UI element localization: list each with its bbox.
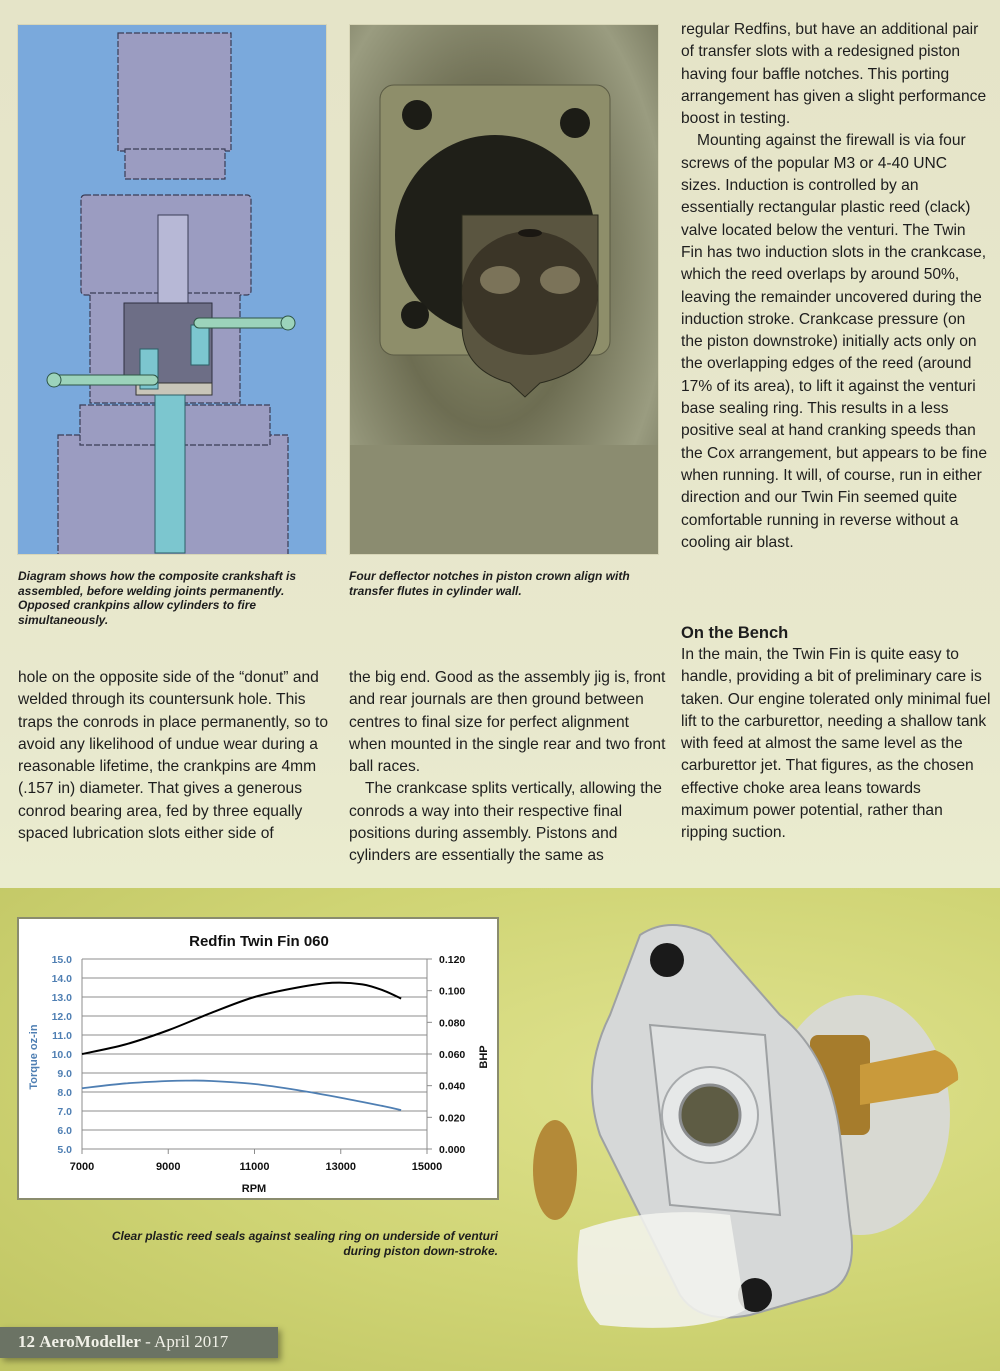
piston-photo-illustration	[350, 25, 658, 554]
series-line-bhp	[82, 983, 401, 1054]
footer-separator: -	[140, 1332, 155, 1351]
diagram-bearing	[158, 215, 188, 305]
reed-valve-photo	[530, 915, 1000, 1345]
crankshaft-diagram	[18, 25, 326, 554]
chart-series	[82, 983, 401, 1110]
diagram-top-block	[118, 33, 231, 151]
y2-tick-label: 0.040	[439, 1080, 466, 1093]
piston-photo	[349, 24, 659, 555]
y-tick-label: 13.0	[51, 992, 72, 1004]
magazine-name: AeroModeller	[39, 1332, 141, 1351]
col1-paragraph-1: hole on the opposite side of the “donut” and welded through its countersunk hole. This traps the conrods in place permanently, so to avoid any likelihood of undue wear during a reasonable lifetime, the crankpins are 4mm (.157 in) diameter. That gives a generous conrod bearing area, fed by three equally spaced lubrication slots either side of	[18, 669, 329, 843]
x-tick-label: 11000	[239, 1161, 270, 1173]
y-tick-label: 9.0	[57, 1068, 72, 1080]
page-number: 12	[18, 1332, 35, 1351]
venturi-bore	[680, 1085, 740, 1145]
chart-svg	[19, 919, 497, 1198]
y-tick-label: 5.0	[57, 1144, 72, 1156]
y-axis-label: Torque oz-in	[28, 1024, 40, 1090]
piston-caption: Four deflector notches in piston crown align with transfer flutes in cylinder wall.	[349, 569, 630, 598]
y-tick-label: 6.0	[57, 1125, 72, 1137]
x-tick-label: 7000	[69, 1161, 95, 1173]
col3-paragraph-2: Mounting against the firewall is via four screws of the popular M3 or 4-40 UNC sizes. Induction is controlled by an essentially rectangular plastic reed (clack) valve located below the venturi. The Twin Fin has two induction slots in the crankcase, which the reed overlaps by around 50%, leaving the remainder uncovered during the induction stroke. Crankcase pressure (on the piston downstroke) initially acts only on the overlapping edges of the reed (around 17% of its area), to lift it against the venturi base sealing ring. This results in a less positive seal at hand cranking speeds than the Cox arrangement, but appears to be fine when running. It will, of course, run in either direction and our Twin Fin seemed quite comfortable running in reverse without a cooling air blast.	[681, 132, 988, 551]
y-tick-label: 10.0	[51, 1049, 72, 1061]
series-line-torque	[82, 1081, 401, 1110]
reed-valve-illustration	[530, 915, 1000, 1345]
on-the-bench-section	[681, 622, 991, 845]
y2-tick-label: 0.000	[439, 1144, 466, 1156]
y-tick-label: 8.0	[57, 1087, 72, 1099]
reed-caption: Clear plastic reed seals against sealing ring on underside of venturi during piston down-stroke.	[111, 1229, 498, 1258]
crankshaft-diagram-figure	[17, 24, 327, 555]
y2-tick-label: 0.100	[439, 985, 466, 998]
y-tick-label: 15.0	[51, 954, 72, 966]
section-paragraph: In the main, the Twin Fin is quite easy to handle, providing a bit of preliminary care is taken. Our engine tolerated only minimal fuel lift to the carburettor, needing a shallow tank with feed at almost the same level as the carburettor jet. That figures, as the chosen effective choke area leans towards maximum power potential, rather than ripping suction.	[681, 646, 991, 842]
performance-chart	[17, 917, 499, 1200]
y-tick-label: 14.0	[51, 973, 72, 985]
section-heading: On the Bench	[681, 624, 789, 642]
y-tick-label: 12.0	[51, 1011, 72, 1023]
col2-paragraph-1: the big end. Good as the assembly jig is, front and rear journals are then ground between centres to final size for perfect alignment when mounted in the single rear and two front ball races.	[349, 669, 666, 776]
y-tick-label: 7.0	[57, 1106, 72, 1118]
issue-date: April 2017	[154, 1332, 229, 1351]
diagram-crankshaft	[155, 395, 185, 553]
article-column-1	[18, 667, 336, 845]
page-footer	[0, 1327, 278, 1358]
article-column-3	[681, 19, 991, 554]
y2-tick-label: 0.020	[439, 1112, 466, 1125]
diagram-conrod-right	[194, 318, 294, 328]
article-column-2	[349, 667, 667, 868]
chart-axes	[52, 954, 466, 1173]
col3-paragraph-1: regular Redfins, but have an additional pair of transfer slots with a redesigned piston having four baffle notches. This porting arrangement has given a slight performance boost in testing.	[681, 21, 987, 128]
y2-tick-label: 0.060	[439, 1049, 466, 1061]
col2-paragraph-2: The crankcase splits vertically, allowing the conrods a way into their respective final positions during assembly. Pistons and cylinders are essentially the same as	[349, 780, 662, 865]
x-tick-label: 9000	[156, 1161, 181, 1173]
diagram-caption: Diagram shows how the composite crankshaft is assembled, before welding joints permanently. Opposed crankpins allow cylinders to fire simultaneously.	[18, 569, 297, 627]
diagram-conrod-left	[48, 375, 158, 385]
y-tick-label: 11.0	[52, 1030, 72, 1042]
x-axis-label: RPM	[241, 1183, 267, 1195]
knurled-nut	[533, 1120, 577, 1220]
screw-top	[650, 943, 684, 977]
x-tick-label: 15000	[411, 1161, 443, 1173]
plastic-reed	[578, 1212, 746, 1328]
y2-axis-label: BHP	[478, 1045, 490, 1069]
x-tick-label: 13000	[325, 1161, 357, 1173]
y2-tick-label: 0.120	[439, 954, 466, 966]
chart-title: Redfin Twin Fin 060	[189, 933, 329, 950]
y2-tick-label: 0.080	[439, 1017, 466, 1030]
